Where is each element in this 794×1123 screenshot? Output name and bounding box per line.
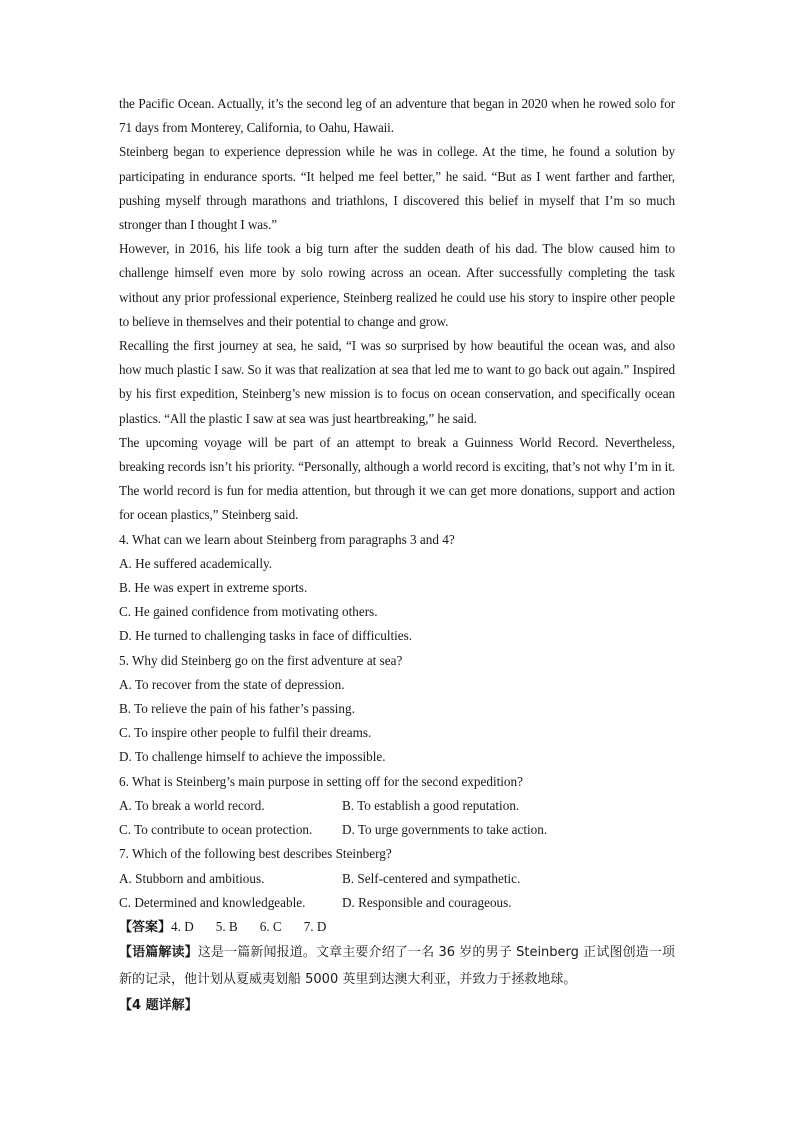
detail-heading bbox=[119, 993, 675, 1020]
question-7 bbox=[119, 842, 675, 915]
option-d: D. Responsible and courageous. bbox=[342, 894, 512, 910]
question-stem: 4. What can we learn about Steinberg from paragraphs 3 and 4? bbox=[119, 531, 455, 547]
options-row-ab bbox=[119, 794, 675, 818]
question-5 bbox=[119, 649, 675, 770]
option-a: A. He suffered academically. bbox=[119, 555, 273, 571]
analysis-text: 这是一篇新闻报道。文章主要介绍了一名 36 岁的男子 Steinberg 正试图创造一项新的记录，他计划从夏威夷划船 5000 英里到达澳大利亚，并致力于拯救地球。 bbox=[119, 945, 675, 987]
question-4 bbox=[119, 528, 675, 649]
question-6 bbox=[119, 770, 675, 843]
question-stem: 5. Why did Steinberg go on the first adventure at sea? bbox=[119, 652, 403, 668]
option-c: C. To inspire other people to fulfil their dreams. bbox=[119, 725, 372, 741]
answer-line bbox=[119, 915, 675, 940]
analysis-label: 【语篇解读】 bbox=[119, 945, 198, 961]
option-c: C. He gained confidence from motivating others. bbox=[119, 604, 378, 620]
options-row-cd bbox=[119, 818, 675, 842]
analysis-paragraph bbox=[119, 940, 675, 993]
option-d: D. He turned to challenging tasks in face of difficulties. bbox=[119, 628, 413, 644]
option-d: D. To urge governments to take action. bbox=[342, 822, 548, 838]
question-stem: 6. What is Steinberg’s main purpose in setting off for the second expedition? bbox=[119, 773, 523, 789]
option-b: B. Self-centered and sympathetic. bbox=[342, 870, 521, 886]
option-c: C. To contribute to ocean protection. bbox=[119, 822, 313, 838]
options-row-cd bbox=[119, 891, 675, 915]
detail-heading-label: 【4 题详解】 bbox=[119, 998, 198, 1014]
option-c: C. Determined and knowledgeable. bbox=[119, 894, 306, 910]
option-b: B. He was expert in extreme sports. bbox=[119, 580, 308, 596]
passage-paragraph-4: Recalling the first journey at sea, he said, “I was so surprised by how beautiful the ocean was, and also how much plastic I saw. So it was that realization at sea that led me to want to go back out again.” Inspired by his first expedition, Steinberg’s new mission is to focus on ocean conservation, and specifically ocean plastics. “All the plastic I saw at sea was just heartbreaking,” he said. bbox=[119, 338, 675, 426]
passage-paragraph-5: The upcoming voyage will be part of an attempt to break a Guinness World Record. Nevertheless, breaking records isn’t his priority. “Personally, although a world record is exciting, that’s not why I’m in it. The world record is fun for media attention, but through it we can get more donations, support and action for ocean plastics,” Steinberg said. bbox=[119, 434, 675, 523]
answer-item: 4. D bbox=[171, 918, 194, 934]
option-b: B. To relieve the pain of his father’s passing. bbox=[119, 701, 355, 717]
option-a: A. Stubborn and ambitious. bbox=[119, 870, 265, 886]
option-d: D. To challenge himself to achieve the impossible. bbox=[119, 749, 386, 765]
options-row-ab bbox=[119, 867, 675, 891]
answer-item: 7. D bbox=[303, 918, 327, 934]
answer-label: 【答案】 bbox=[119, 919, 172, 935]
option-a: A. To break a world record. bbox=[119, 797, 265, 813]
passage-paragraph-1: the Pacific Ocean. Actually, it’s the second leg of an adventure that began in 2020 when he rowed solo for 71 days from Monterey, California, to Oahu, Hawaii. bbox=[119, 96, 675, 136]
passage-paragraph-3: However, in 2016, his life took a big turn after the sudden death of his dad. The blow caused him to challenge himself even more by solo rowing across an ocean. After successfully completing the task without any prior professional experience, Steinberg realized he could use his story to inspire other people to believe in themselves and their potential to change and grow. bbox=[119, 241, 675, 329]
question-stem: 7. Which of the following best describes Steinberg? bbox=[119, 846, 392, 862]
option-a: A. To recover from the state of depression. bbox=[119, 676, 345, 692]
document-page bbox=[119, 92, 675, 1020]
answer-item: 6. C bbox=[259, 918, 282, 934]
passage-paragraph-2: Steinberg began to experience depression while he was in college. At the time, he found a solution by participating in endurance sports. “It helped me feel better,” he said. “But as I went farther and farther, pushing myself through marathons and triathlons, I discovered this belief in myself that I’m so much stronger than I thought I was.” bbox=[119, 144, 675, 233]
answer-item: 5. B bbox=[215, 918, 238, 934]
option-b: B. To establish a good reputation. bbox=[342, 797, 520, 813]
